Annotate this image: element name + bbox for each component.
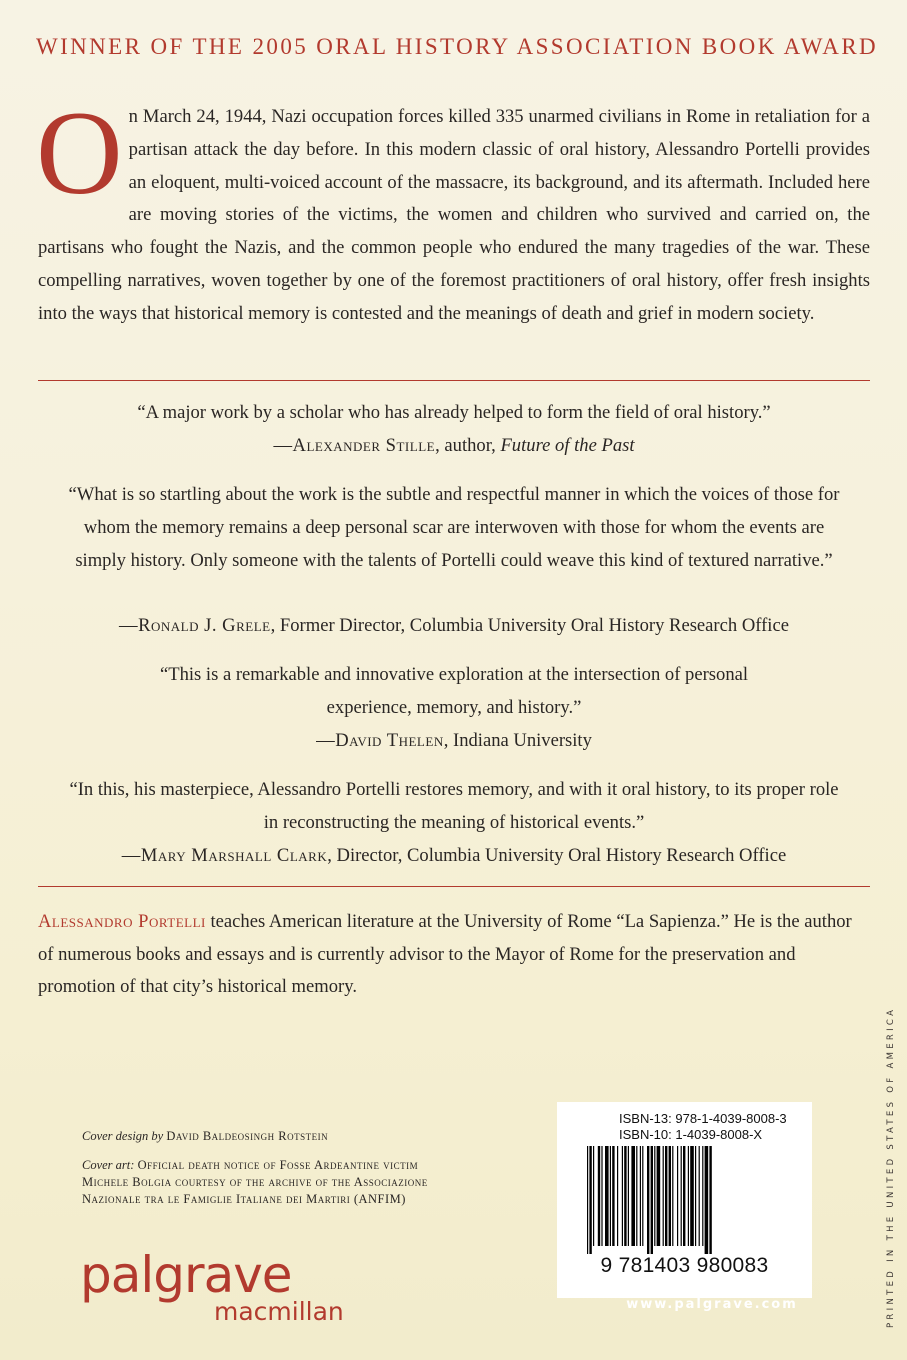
review-quote-3 — [130, 658, 778, 757]
barcode-icon — [587, 1146, 783, 1254]
review-quote-2 — [62, 478, 846, 577]
reviewer-affiliation: , Director, Columbia University Oral History Research Office — [327, 845, 787, 866]
barcode-bar — [677, 1146, 678, 1246]
logo-palgrave: palgrave — [80, 1246, 292, 1304]
logo-macmillan: macmillan — [214, 1297, 344, 1326]
bio-text: teaches American literature at the University of Rome “La Sapienza.” He is the author of numerous books and essays and is currently advisor to the Mayor of Rome for the preservation and promotion of that city’s historical memory. — [38, 911, 852, 997]
barcode-bar — [605, 1146, 609, 1246]
barcode-bar — [589, 1146, 591, 1254]
reviewer-name: —Mary Marshall Clark — [121, 845, 328, 866]
barcode-bar — [622, 1146, 623, 1246]
art-text: Official death notice of Fosse Ardeantine victim Michele Bolgia courtesy of the archive of the Associazione Nazionale tra le Famiglie Italiane dei Martiri (ANFIM) — [82, 1158, 428, 1206]
barcode-bar — [601, 1146, 602, 1246]
cover-credits — [82, 1128, 462, 1220]
divider-bottom — [38, 886, 870, 887]
barcode-bar — [617, 1146, 618, 1246]
barcode-bar — [702, 1146, 703, 1246]
barcode-bar — [651, 1146, 653, 1254]
barcode-bar — [709, 1146, 711, 1254]
barcode-bar — [695, 1146, 696, 1246]
description-paragraph — [36, 86, 870, 331]
barcode-bar — [699, 1146, 700, 1246]
barcode-bar — [642, 1146, 643, 1246]
barcode-bar — [647, 1146, 649, 1254]
barcode-bar — [665, 1146, 667, 1246]
publisher-website[interactable]: www.palgrave.com — [626, 1297, 798, 1312]
barcode-bar — [593, 1146, 594, 1246]
barcode-bar — [612, 1146, 614, 1246]
author-bio — [38, 906, 870, 1004]
barcode-bar — [610, 1146, 611, 1246]
barcode-bar — [631, 1146, 635, 1246]
divider-top — [38, 380, 870, 381]
art-label: Cover art: — [82, 1158, 135, 1172]
art-credit — [82, 1157, 462, 1208]
barcode-bar — [636, 1146, 637, 1246]
barcode-bar — [681, 1146, 682, 1246]
quote-text: “A major work by a scholar who has already helped to form the field of oral history.” — [137, 402, 771, 423]
quote-text: “In this, his masterpiece, Alessandro Portelli restores memory, and with it oral history, to its proper role in reconstructing the meaning of historical events.” — [69, 779, 839, 833]
design-credit — [82, 1128, 462, 1145]
reviewer-affiliation: , author, — [435, 435, 501, 456]
barcode-bar — [657, 1146, 661, 1246]
barcode-bar — [669, 1146, 671, 1246]
quote-text: “This is a remarkable and innovative exploration at the intersection of personal experience, memory, and history.” — [159, 664, 749, 718]
isbn-13: ISBN-13: 978-1-4039-8008-3 — [619, 1111, 787, 1126]
barcode-bar — [683, 1146, 685, 1246]
printed-in-usa: PRINTED IN THE UNITED STATES OF AMERICA — [886, 1006, 896, 1328]
barcode-bar — [598, 1146, 600, 1246]
reviewer-name: —Ronald J. Grele — [119, 615, 271, 636]
review-quote-4 — [60, 773, 848, 839]
author-name: Alessandro Portelli — [38, 911, 206, 932]
barcode-bar — [663, 1146, 664, 1246]
drop-cap: O — [36, 86, 123, 219]
reviewer-affiliation: , Indiana University — [443, 730, 592, 751]
quote-text: “What is so startling about the work is the subtle and respectful manner in which the voices of those for whom the memory remains a deep personal scar are interwoven with those for whom the events are simply history. Only someone with the talents of Portelli could weave this kind of textured narrative.” — [68, 484, 840, 571]
reviewer-affiliation: , Former Director, Columbia University Oral History Research Office — [270, 615, 789, 636]
award-banner: WINNER OF THE 2005 ORAL HISTORY ASSOCIATION BOOK AWARD — [36, 34, 879, 59]
publisher-logo — [80, 1246, 344, 1326]
barcode-bar — [688, 1146, 689, 1246]
review-quote-2-attribution — [38, 609, 870, 642]
isbn-10: ISBN-10: 1-4039-8008-X — [619, 1127, 763, 1142]
reviewer-name: —Alexander Stille — [273, 435, 436, 456]
barcode-number: 9 781403 980083 — [600, 1254, 769, 1277]
barcode-panel — [557, 1102, 812, 1298]
barcode-bar — [624, 1146, 626, 1246]
barcode-bar — [705, 1146, 709, 1254]
quote-attribution — [38, 429, 870, 462]
review-quote-4-attribution — [38, 839, 870, 872]
barcode-bar — [640, 1146, 641, 1246]
description-text: n March 24, 1944, Nazi occupation forces killed 335 unarmed civilians in Rome in retaliation for a partisan attack the day before. In this modern classic of oral history, Alessandro Portelli provides an eloquent, multi-voiced account of the massacre, its background, and its aftermath. Included here are moving stories of the victims, the women and children who survived and carried on, the partisans who fought the Nazis, and the common people who endured the many tragedies of the war. These compelling narratives, woven together by one of the foremost practitioners of oral history, offer fresh insights into the ways that historical memory is contested and the meanings of death and grief in modern society. — [38, 106, 870, 324]
design-label: Cover design by — [82, 1129, 164, 1143]
designer-name: David Baldeosingh Rotstein — [166, 1129, 329, 1143]
barcode-bar — [690, 1146, 694, 1246]
barcode-bar — [628, 1146, 629, 1246]
barcode-bar — [654, 1146, 655, 1246]
barcode-bar — [672, 1146, 673, 1246]
barcode-bar — [587, 1146, 588, 1254]
reviewer-work: Future of the Past — [500, 435, 635, 456]
review-quote-1 — [38, 396, 870, 462]
reviewer-name: —David Thelen — [316, 730, 444, 751]
